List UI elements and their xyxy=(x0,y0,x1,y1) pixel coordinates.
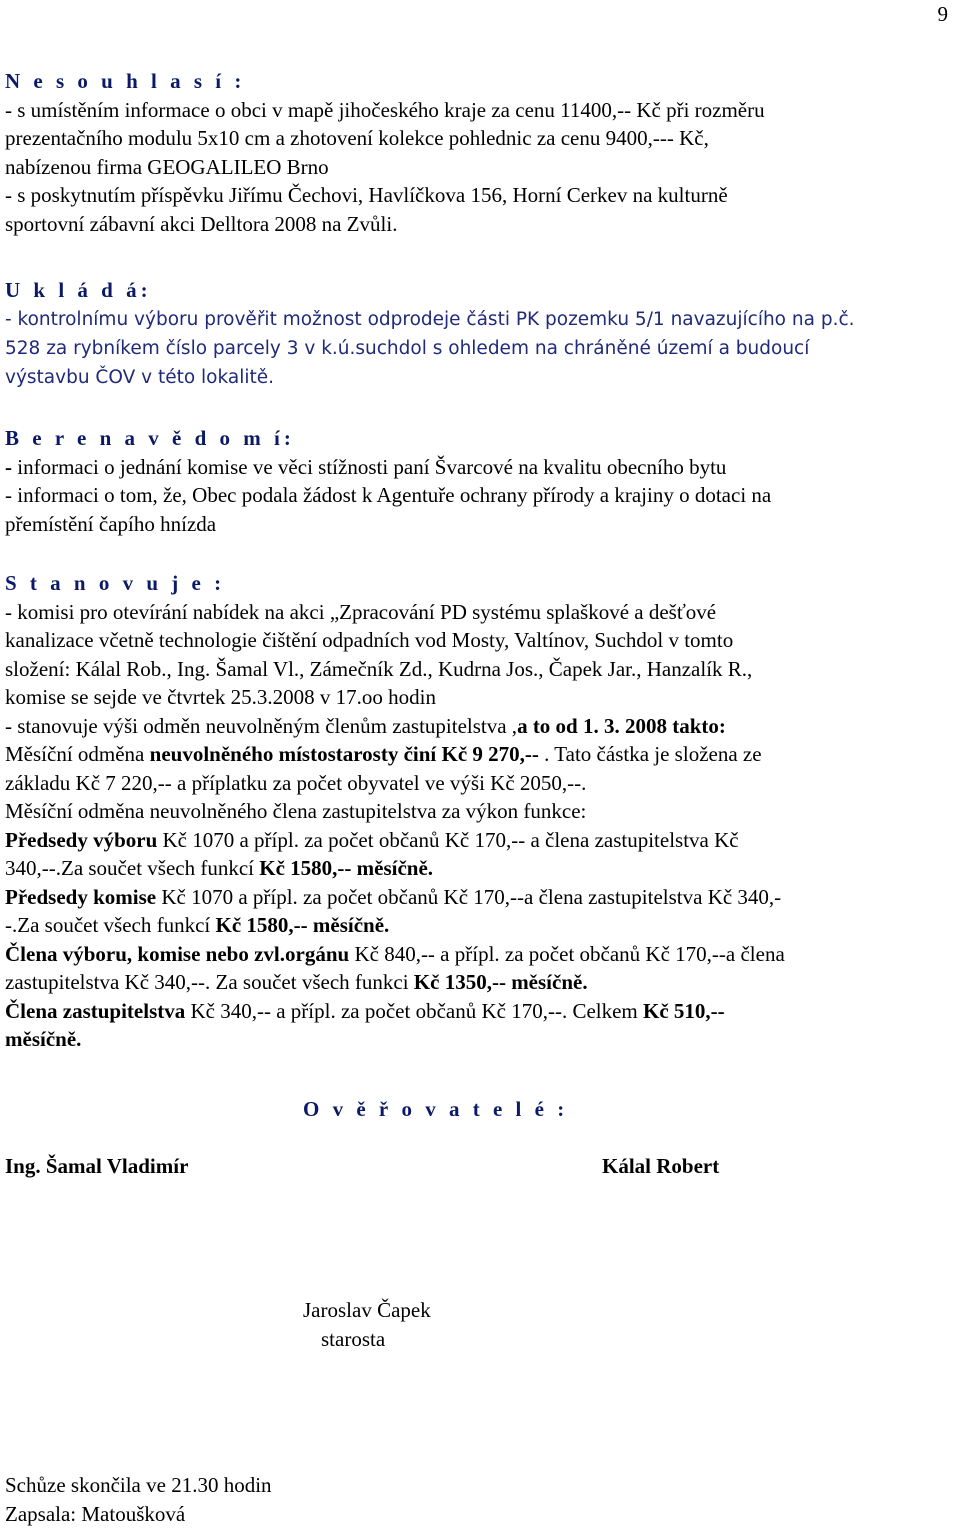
text-line: komise se sejde ve čtvrtek 25.3.2008 v 17.oo hodin xyxy=(5,685,437,709)
text-line: prezentačního modulu 5x10 cm a zhotovení kolekce pohlednic za cenu 9400,--- Kč, xyxy=(5,126,709,150)
text: informaci o jednání komise ve věci stížnosti paní Švarcové na kvalitu obecního bytu xyxy=(12,454,727,479)
text-line: Měsíční odměna neuvolněného člena zastupitelstva za výkon funkce: xyxy=(5,799,587,823)
text-line: - kontrolnímu výboru prověřit možnost odprodeje části PK pozemku 5/1 navazujícího na p.č. xyxy=(5,308,855,330)
text-line: přemístění čapího hnízda xyxy=(5,511,217,536)
signatory-left: Ing. Šamal Vladimír xyxy=(5,1154,189,1178)
text-line: - komisi pro otevírání nabídek na akci „Zpracování PD systému splaškové a dešťové xyxy=(5,599,717,624)
heading-overovatele: O v ě ř o v a t e l é : xyxy=(303,1097,569,1121)
section-stanovuje xyxy=(5,569,955,1054)
text-line xyxy=(5,740,955,769)
text-bold: Kč 1580,-- měsíčně. xyxy=(259,856,434,880)
text: . Tato částka je složena ze xyxy=(538,742,762,766)
text-bold: Předsedy výboru xyxy=(5,827,158,852)
text-bold: Kč 1350,-- měsíčně. xyxy=(413,970,588,994)
text: Kč 340,-- a přípl. za počet občanů Kč 170,--. Celkem xyxy=(185,998,644,1023)
heading-stanovuje: S t a n o v u j e : xyxy=(5,571,226,595)
section-nesouhlasi xyxy=(5,67,955,238)
text-line: - s poskytnutím příspěvku Jiřímu Čechovi, Havlíčkova 156, Horní Cerkev na kulturně xyxy=(5,183,728,207)
starosta-name: Jaroslav Čapek xyxy=(303,1298,431,1322)
text: -.Za součet všech funkcí xyxy=(5,913,216,937)
text-bold: Kč 1580,-- měsíčně. xyxy=(215,913,390,937)
text: Kč 1070 a přípl. za počet občanů Kč 170,--a člena zastupitelstva Kč 340,- xyxy=(156,884,782,909)
text-line: 528 za rybníkem číslo parcely 3 v k.ú.suchdol s ohledem na chráněné území a budoucí xyxy=(5,337,810,359)
starosta-title: starosta xyxy=(321,1326,386,1351)
page-number: 9 xyxy=(937,2,948,26)
section-uklada xyxy=(5,276,955,392)
text-line: - informaci o tom, že, Obec podala žádost k Agentuře ochrany přírody a krajiny o dotaci na xyxy=(5,483,772,507)
text: 340,--.Za součet všech funkcí xyxy=(5,856,260,880)
text-line xyxy=(5,826,955,855)
dash: - xyxy=(5,454,12,479)
text-line: základu Kč 7 220,-- a příplatku za počet obyvatel ve výši Kč 2050,--. xyxy=(5,770,587,795)
section-bere-na-vedomi xyxy=(5,424,955,538)
text-bold: Kč 510,-- xyxy=(643,998,725,1023)
heading-uklada: U k l á d á: xyxy=(5,278,152,302)
starosta-block xyxy=(303,1296,603,1353)
text-line xyxy=(5,453,955,482)
text: Měsíční odměna xyxy=(5,742,150,766)
text-line: složení: Kálal Rob., Ing. Šamal Vl., Zámečník Zd., Kudrna Jos., Čapek Jar., Hanzalík R., xyxy=(5,656,753,681)
text-line xyxy=(5,712,955,741)
footer-line: Schůze skončila ve 21.30 hodin xyxy=(5,1473,272,1497)
text: zastupitelstva Kč 340,--. Za součet všech funkci xyxy=(5,970,414,994)
text-line xyxy=(5,911,955,940)
text-line xyxy=(5,968,955,997)
text-line: kanalizace včetně technologie čištění odpadních vod Mosty, Valtínov, Suchdol v tomto xyxy=(5,628,734,652)
text: - stanovuje výši odměn neuvolněným členům zastupitelstva , xyxy=(5,713,518,738)
heading-nesouhlasi: N e s o u h l a s í : xyxy=(5,69,246,93)
text-bold: Člena výboru, komise nebo zvl.orgánu xyxy=(5,941,350,966)
text: Kč 840,-- a přípl. za počet občanů Kč 170,--a člena xyxy=(349,941,785,966)
text-bold: neuvolněného místostarosty činí Kč 9 270,-- xyxy=(149,742,539,766)
text-line: sportovní zábavní akci Delltora 2008 na Zvůli. xyxy=(5,211,398,236)
heading-bere-na-vedomi: B e r e n a v ě d o m í: xyxy=(5,426,295,450)
text-line xyxy=(5,854,955,883)
text-line: - s umístěním informace o obci v mapě jihočeského kraje za cenu 11400,-- Kč při rozměru xyxy=(5,97,765,122)
text-line xyxy=(5,997,955,1026)
text-line xyxy=(5,940,955,969)
text-bold: Předsedy komise xyxy=(5,884,157,909)
footer-line: Zapsala: Matoušková xyxy=(5,1501,186,1526)
text: Kč 1070 a přípl. za počet občanů Kč 170,-- a člena zastupitelstva Kč xyxy=(157,827,739,852)
text-line xyxy=(5,883,955,912)
text-line: výstavbu ČOV v této lokalitě. xyxy=(5,366,275,388)
footer xyxy=(5,1471,955,1528)
text-bold: a to od 1. 3. 2008 takto: xyxy=(517,713,726,738)
text-line: nabízenou firma GEOGALILEO Brno xyxy=(5,154,329,179)
text-line: měsíčně. xyxy=(5,1027,82,1051)
signatory-right: Kálal Robert xyxy=(602,1154,720,1178)
text-bold: Člena zastupitelstva xyxy=(5,998,186,1023)
